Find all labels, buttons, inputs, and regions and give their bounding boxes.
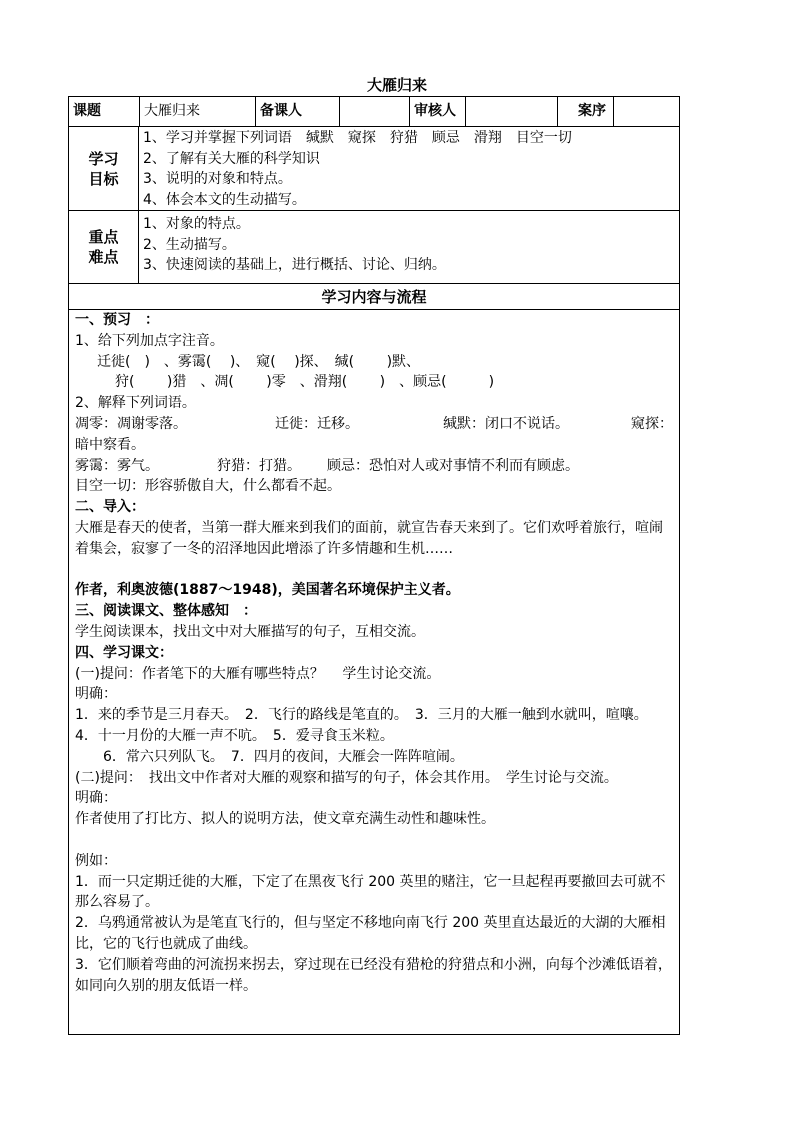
explain-item: 迁徙：迁移。 [275, 415, 359, 432]
review-value [466, 97, 558, 126]
phonetic-line: 迁徙( ) 、雾霭( )、 窥( )探、 缄( )默、 [97, 353, 421, 370]
content-body [68, 309, 680, 1035]
header-row [68, 96, 680, 126]
phonetic-line: 狩( )猎 、凋( )零 、滑翔( ) 、顾忌( ) [115, 374, 495, 391]
example-label: 例如： [75, 852, 117, 869]
explain-line [75, 456, 673, 477]
explain-item: 顾忌：恐怕对人或对事情不利而有顾虑。 [327, 457, 579, 474]
example-item: 1．而一只定期迁徙的大雁，下定了在黑夜飞行 200 英里的赌注，它一旦起程再要撤回去可就不那么容易了。 [75, 873, 666, 911]
goals-label [69, 127, 139, 210]
prep-label: 备课人 [256, 97, 340, 126]
goals-label-1: 学习 [88, 149, 119, 168]
case-value [614, 97, 679, 126]
key-points-label-2: 难点 [88, 248, 119, 266]
question-1: (一)提问：作者笔下的大雁有哪些特点？ 学生讨论交流。 [75, 665, 441, 682]
goal-item: 1、学习并掌握下列词语 缄默 窥探 狩猎 顾忌 滑翔 目空一切 [143, 130, 572, 146]
explain-item: 窥探： [631, 415, 673, 432]
explain-item: 雾霭：雾气。 [75, 457, 159, 474]
intro-heading: 二、导入： [75, 499, 145, 516]
goals-label-2: 目标 [88, 169, 119, 188]
key-point-item: 2、生动描写。 [143, 236, 236, 253]
key-points-label-1: 重点 [88, 228, 119, 246]
key-points-row [68, 210, 680, 283]
explain-line: 目空一切：形容骄傲自大，什么都看不起。 [75, 478, 341, 495]
example-item: 2．乌鸦通常被认为是笔直飞行的，但与坚定不移地向南飞行 200 英里直达最近的大湖的大雁相比，它的飞行也就成了曲线。 [75, 915, 666, 952]
reading-text: 学生阅读课本，找出文中对大雁描写的句子，互相交流。 [75, 623, 425, 640]
blank-line [75, 560, 673, 581]
review-label: 审核人 [410, 97, 466, 126]
goal-item: 3、说明的对象和特点。 [143, 171, 292, 187]
answer-line: 6．常六只列队飞。 7．四月的夜间，大雁会一阵阵喧闹。 [75, 748, 464, 765]
answer-text: 作者使用了打比方、拟人的说明方法，使文章充满生动性和趣味性。 [75, 811, 495, 828]
section-title: 学习内容与流程 [68, 283, 680, 309]
goal-item: 2、了解有关大雁的科学知识 [143, 150, 320, 167]
intro-text: 大雁是春天的使者，当第一群大雁来到我们的面前，就宣告春天来到了。它们欢呼着旅行，喧闹着集会，寂寥了一冬的沼泽地因此增添了许多情趣和生机…… [75, 519, 663, 557]
reading-heading: 三、阅读课文、整体感知 ： [75, 603, 257, 620]
goals-row [68, 126, 680, 210]
explain-heading: 2、解释下列词语。 [75, 395, 196, 412]
author-line: 作者，利奥波德(1887～1948)，美国著名环境保护主义者。 [75, 582, 460, 599]
key-point-item: 3、快速阅读的基础上，进行概括、讨论、归纳。 [143, 257, 446, 273]
answer-line: 1．来的季节是三月春天。 2．飞行的路线是笔直的。 3．三月的大雁一触到水就叫，喧嚷。 [75, 707, 648, 724]
course-label: 课题 [69, 97, 140, 126]
preview-heading: 一、预习 ： [75, 312, 159, 328]
key-points-label [69, 211, 139, 283]
question-2: (二)提问： 找出文中作者对大雁的观察和描写的句子，体会其作用。 学生讨论与交流。 [75, 769, 618, 786]
explain-item: 缄默：闭口不说话。 [443, 415, 569, 432]
answer-label: 明确： [75, 686, 117, 703]
key-point-item: 1、对象的特点。 [143, 216, 250, 232]
answer-label: 明确： [75, 790, 117, 807]
prep-value [340, 97, 410, 126]
blank-line [75, 830, 673, 851]
example-item: 3．它们顺着弯曲的河流拐来拐去，穿过现在已经没有猎枪的狩猎点和小洲，向每个沙滩低语着，如同向久别的朋友低语一样。 [75, 956, 672, 994]
explain-line: 暗中察看。 [75, 436, 145, 453]
answer-line: 4．十一月份的大雁一声不吭。 5．爱寻食玉米粒。 [75, 727, 394, 744]
key-points-content [139, 211, 679, 283]
case-label: 案序 [558, 97, 614, 126]
goals-content [139, 127, 679, 210]
phonetic-heading: 1、给下列加点字注音。 [75, 332, 224, 349]
explain-line [75, 414, 673, 435]
goal-item: 4、体会本文的生动描写。 [143, 191, 306, 208]
explain-item: 狩猎：打猎。 [217, 457, 301, 474]
page-title: 大雁归来 [366, 76, 427, 94]
study-heading: 四、学习课文： [75, 644, 173, 661]
course-value: 大雁归来 [140, 97, 256, 126]
explain-item: 凋零：凋谢零落。 [75, 415, 187, 432]
